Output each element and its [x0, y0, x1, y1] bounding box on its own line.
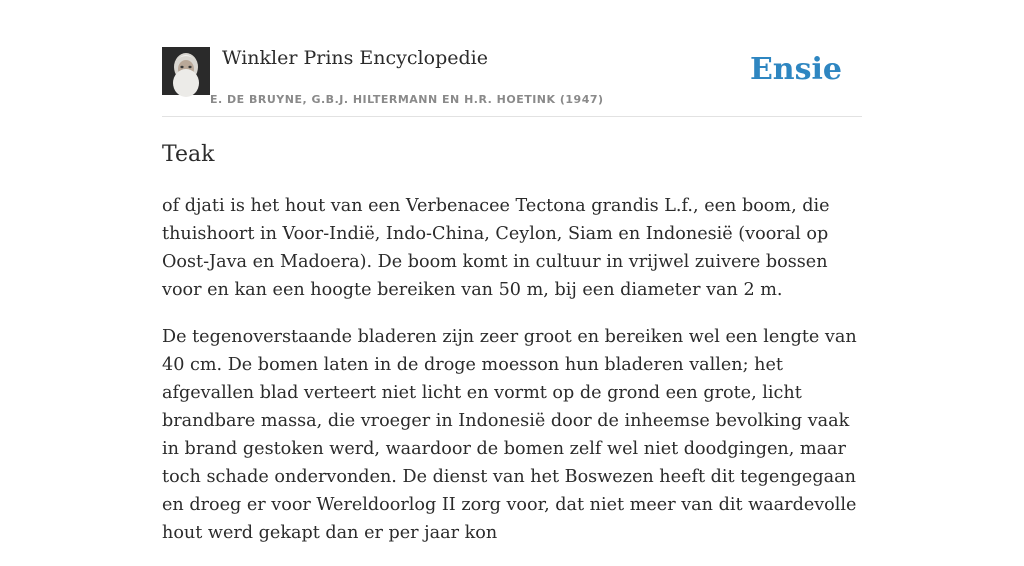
- author-avatar: [162, 47, 210, 95]
- source-header: [162, 46, 862, 117]
- article-paragraph-2: De tegenoverstaande bladeren zijn zeer groot en bereiken wel een lengte van 40 cm. De bomen laten in de droge moesson hun bladeren vallen; het afgevallen blad verteert niet licht en vormt op de grond een grote, licht brandbare massa, die vroeger in Indonesië door de inheemse bevolking vaak in brand gestoken werd, waardoor de bomen zelf wel niet doodgingen, maar toch schade ondervonden. De dienst van het Boswezen heeft dit tegengegaan en droeg er voor Wereldoorlog II zorg voor, dat niet meer van dit waardevolle hout werd gekapt dan er per jaar kon: [162, 327, 857, 543]
- article-title: Teak: [162, 142, 215, 167]
- source-authors: E. DE BRUYNE, G.B.J. HILTERMANN EN H.R. HOETINK (1947): [210, 93, 604, 106]
- article-paragraph-1: of djati is het hout van een Verbenacee Tectona grandis L.f., een boom, die thuishoort in Voor-Indië, Indo-China, Ceylon, Siam en Indonesië (vooral op Oost-Java en Madoera). De boom komt in cultuur in vrijwel zuivere bossen voor en kan een hoogte bereiken van 50 m, bij een diameter van 2 m.: [162, 196, 830, 300]
- brand-logo-link[interactable]: Ensie: [749, 52, 842, 87]
- source-title[interactable]: Winkler Prins Encyclopedie: [222, 47, 488, 69]
- article-body: [162, 192, 862, 566]
